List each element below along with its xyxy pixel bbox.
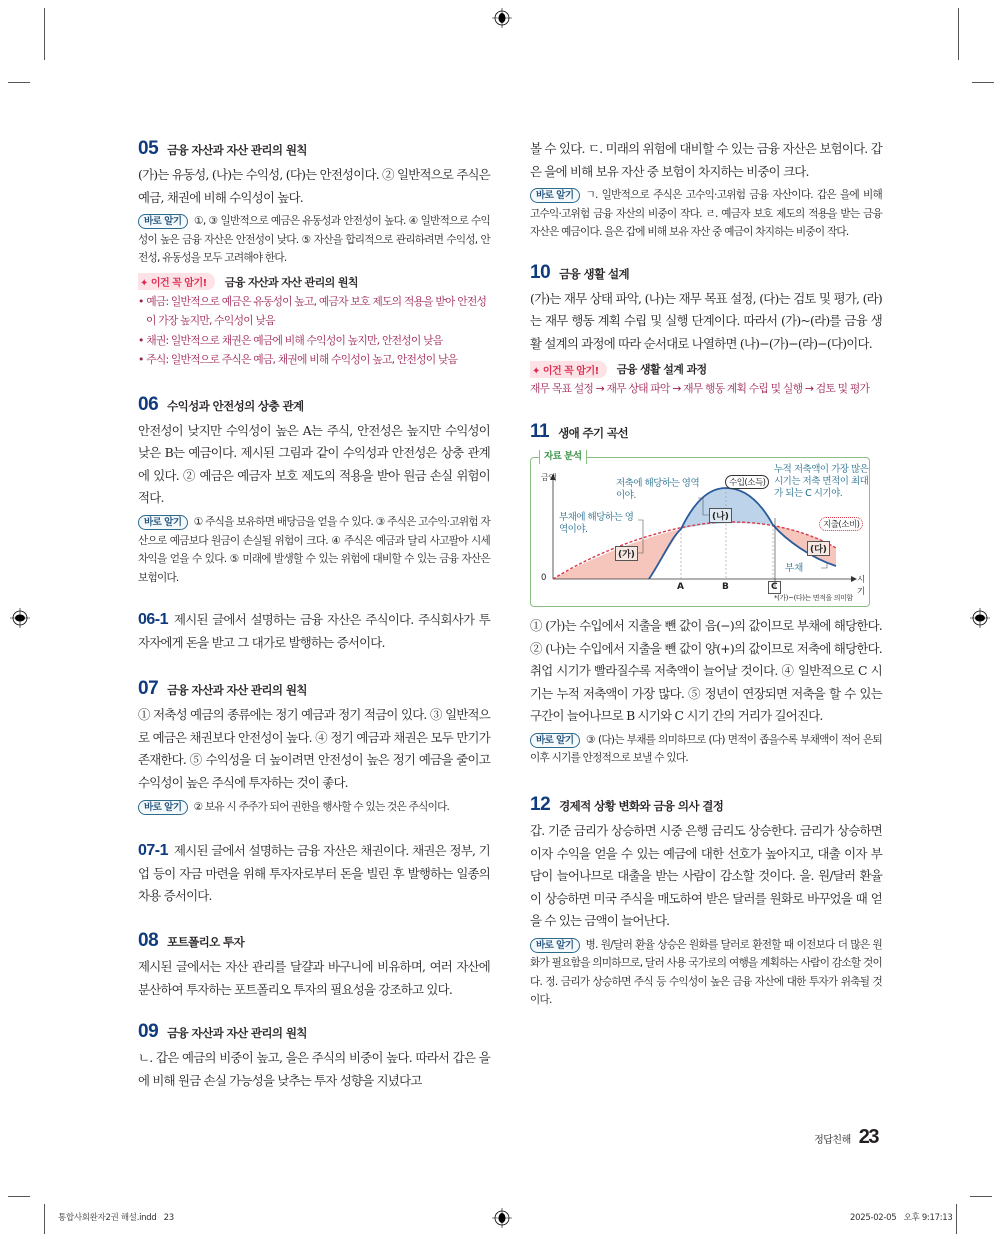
correction-text: ② 보유 시 주주가 되어 권한을 행사할 수 있는 것은 주식이다. [193, 800, 450, 813]
section-number: 11 [530, 420, 550, 442]
memorize-process: 재무 목표 설정 → 재무 상태 파악 → 재무 행동 계획 수립 및 실행 → 검토 및 평가 [530, 382, 870, 396]
section-title: 수익성과 안전성의 상충 관계 [167, 398, 304, 413]
registration-mark-icon [10, 608, 30, 628]
correction-note [138, 212, 490, 268]
debt-label: 부채 [785, 562, 804, 574]
expense-label: 지출(소비) [819, 517, 863, 531]
section-10 [530, 262, 882, 399]
section-11 [530, 421, 882, 768]
slug-timestamp: 2025-02-05 오후 9:17:13 [850, 1213, 953, 1223]
registration-mark-icon [492, 8, 512, 28]
crop-mark [8, 82, 30, 83]
memorize-title: 금융 자산과 자산 관리의 원칙 [224, 275, 358, 289]
section-number: 09 [138, 1021, 159, 1043]
memorize-box [138, 272, 490, 292]
callout-savings: 저축에 해당하는 영역이야. [616, 477, 700, 501]
left-column [138, 138, 490, 1092]
memorize-tag: ✦ 이건 꼭 암기! [530, 361, 607, 378]
section-title: 금융 자산과 자산 관리의 원칙 [167, 143, 307, 157]
section-number: 08 [138, 929, 159, 951]
section-title: 금융 생활 설계 [559, 266, 630, 281]
crop-mark [956, 1204, 957, 1234]
data-analysis-label: 자료 분석 [539, 450, 587, 464]
correction-text: ①, ③ 일반적으로 예금은 유동성과 안전성이 높다. ④ 일반적으로 수익성이 높은 금융 자산은 안전성이 낮다. ⑤ 자산을 합리적으로 관리하려면 수익성, 안전성, 유동성을 모두 고려해야 한다. [138, 215, 490, 265]
section-number: 07-1 [138, 842, 169, 860]
correction-text: ① 주식을 보유하면 배당금을 얻을 수 있다. ③ 주식은 고수익·고위험 자산으로 예금보다 원금이 손실될 위험이 크다. ④ 주식은 예금과 달리 사고팔아 시세 차익을 얻을 수 있다. ⑤ 미래에 발생할 수 있는 위험에 대비할 수 있는 금융 자산은 보험이다. [138, 516, 490, 584]
section-number: 10 [530, 261, 551, 283]
section-07 [138, 678, 490, 816]
memorize-item: • 주식: 일반적으로 주식은 예금, 채권에 비해 수익성이 높고, 안전성이 낮음 [138, 350, 490, 370]
section-number: 05 [138, 138, 159, 159]
section-number: 07 [138, 678, 159, 700]
section-number: 06-1 [138, 611, 169, 629]
callout-max-savings: 누적 저축액이 가장 많은 시기는 저축 면적이 최대가 되는 C 시기야. [774, 463, 869, 499]
page-footer [814, 1126, 878, 1149]
correction-badge: 바로 알기 [138, 214, 188, 229]
answer-text: ㄴ. 갑은 예금의 비중이 높고, 을은 주식의 비중이 높다. 따라서 갑은 을에 비해 원금 손실 가능성을 낮추는 투자 성향을 지녔다고 [138, 1050, 490, 1088]
correction-text: ③ (다)는 부채를 의미하므로 (다) 면적이 좁을수록 부채액이 적어 은퇴 이후 시기를 안정적으로 보낼 수 있다. [530, 733, 882, 765]
correction-badge: 바로 알기 [530, 188, 580, 203]
answer-text: 제시된 글에서 설명하는 금융 자산은 주식이다. 주식회사가 투자자에게 돈을 받고 그 대가로 발행하는 증서이다. [138, 612, 490, 650]
answer-text: 볼 수 있다. ㄷ. 미래의 위험에 대비할 수 있는 금융 자산은 보험이다. 갑은 을에 비해 보유 자산 중 보험이 차지하는 비중이 크다. [530, 141, 882, 179]
memorize-item: • 예금: 일반적으로 예금은 유동성이 높고, 예금자 보호 제도의 적용을 받아 안전성이 가장 높지만, 수익성이 낮음 [138, 292, 490, 331]
tick-label-a: A [677, 581, 684, 592]
section-06-1 [138, 609, 490, 654]
tick-label-c: C [768, 581, 781, 594]
section-title: 금융 자산과 자산 관리의 원칙 [167, 683, 307, 698]
section-number: 12 [530, 793, 551, 815]
crop-mark [44, 8, 45, 60]
chart-footnote: *(가)~(다)는 면적을 의미함 [774, 593, 853, 602]
correction-text: ㄱ. 일반적으로 주식은 고수익·고위험 금융 자산이다. 갑은 을에 비해 고수익·고위험 금융 자산의 비중이 작다. ㄹ. 예금자 보호 제도의 적용을 받는 금융 자산은 예금이다. 을은 갑에 비해 보유 자산 중 예금이 차지하는 비중이 작다. [530, 189, 882, 239]
answer-text: (가)는 재무 상태 파악, (나)는 재무 목표 설정, (다)는 검토 및 평가, (라)는 재무 행동 계획 수립 및 실행 단계이다. 따라서 (가)~(라)를 금융 생활 설계의 과정에 따라 순서대로 나열하면 (나)−(가)−(라)−(다)이다. [530, 290, 882, 351]
correction-note [530, 186, 882, 242]
section-title: 경제적 상황 변화와 금융 의사 결정 [559, 798, 724, 813]
book-section-label: 정답친해 [814, 1135, 851, 1146]
answer-text: ① (가)는 수입에서 지출을 뺀 값이 음(−)의 값이므로 부채에 해당한다. ② (나)는 수입에서 지출을 뺀 값이 양(+)의 값이므로 저축에 해당한다. 취업 시기가 빨라질수록 저축액이 늘어날 것이다. ④ 일반적으로 C 시기는 누적 저축액이 가장 많다. ⑤ 정년이 연장되면 저축을 할 수 있는 구간이 늘어나므로 B 시기와 C 시기 간의 거리가 길어진다. [530, 617, 882, 724]
correction-note [138, 513, 490, 587]
page-number: 23 [858, 1126, 878, 1148]
income-label: 수입(소득) [725, 475, 769, 489]
area-ga-label: (가) [615, 546, 638, 561]
correction-badge: 바로 알기 [138, 515, 188, 530]
registration-mark-icon [970, 608, 990, 628]
crop-mark [972, 82, 994, 83]
area-da-label: (다) [807, 541, 830, 556]
right-column [530, 138, 882, 1010]
area-na-label: (나) [709, 508, 732, 523]
section-title: 포트폴리오 투자 [167, 934, 245, 949]
correction-note [138, 798, 490, 817]
section-05 [138, 138, 490, 370]
section-07-1 [138, 840, 490, 908]
section-06 [138, 394, 490, 587]
correction-badge: 바로 알기 [530, 938, 580, 953]
correction-text: 병. 원/달러 환율 상승은 원화를 달러로 환전할 때 이전보다 더 많은 원화가 필요함을 의미하므로, 달러 사용 국가로의 여행을 계획하는 사람이 감소할 것이다. 정. 금리가 상승하면 주식 등 수익성이 높은 금융 자산에 대한 투자가 위축될 것이다. [530, 938, 882, 1007]
correction-note [530, 936, 882, 1010]
section-09 [138, 1021, 490, 1092]
memorize-title: 금융 생활 설계 과정 [616, 363, 707, 377]
section-12 [530, 794, 882, 1010]
memorize-box [530, 359, 882, 379]
section-number: 06 [138, 393, 159, 415]
life-cycle-chart [530, 450, 870, 607]
answer-text: (가)는 유동성, (나)는 수익성, (다)는 안전성이다. ② 일반적으로 주식은 예금, 채권에 비해 수익성이 높다. [138, 167, 490, 205]
answer-text: 제시된 글에서 설명하는 금융 자산은 채권이다. 채권은 정부, 기업 등이 자금 마련을 위해 투자자로부터 돈을 빌린 후 발행하는 일종의 차용 증서이다. [138, 843, 490, 904]
memorize-list [138, 292, 490, 370]
crop-mark [44, 1204, 45, 1234]
slug-filename: 통합사회완자2권 해설.indd 23 [58, 1213, 174, 1223]
memorize-tag: ✦ 이건 꼭 암기! [138, 273, 215, 290]
answer-text: 제시된 글에서는 자산 관리를 달걀과 바구니에 비유하며, 여러 자산에 분산하여 투자하는 포트폴리오 투자의 필요성을 강조하고 있다. [138, 958, 490, 997]
section-09-continued [530, 138, 882, 242]
crop-mark [970, 1196, 992, 1197]
y-axis-label: 금액 [541, 472, 557, 482]
answer-text: ① 저축성 예금의 종류에는 정기 예금과 정기 적금이 있다. ③ 일반적으로 예금은 채권보다 안전성이 높다. ④ 정기 예금과 채권은 모두 만기가 존재한다. ⑤ 수익성을 더 높이려면 안전성이 높은 정기 예금을 줄이고 수익성이 높은 주식에 투자하는 것이 좋다. [138, 707, 490, 791]
correction-badge: 바로 알기 [138, 800, 188, 815]
origin-label: 0 [541, 572, 547, 583]
crop-mark [8, 1196, 30, 1197]
correction-note [530, 731, 882, 768]
callout-debt: 부채에 해당하는 영역이야. [559, 511, 634, 535]
answer-text: 안전성이 낮지만 수익성이 높은 A는 주식, 안전성은 높지만 수익성이 낮은 B는 예금이다. 제시된 그림과 같이 수익성과 안전성은 상충 관계에 있다. ② 예금은 예금자 보호 제도의 적용을 받아 원금 손실 위험이 적다. [138, 422, 490, 506]
section-title: 생애 주기 곡선 [558, 425, 628, 440]
x-axis-label: 시기 [857, 574, 866, 597]
answer-text: 갑. 기준 금리가 상승하면 시중 은행 금리도 상승한다. 금리가 상승하면 이자 수익을 얻을 수 있는 예금에 대한 선호가 높아지고, 대출 이자 부담이 늘어나므로 대출을 받는 사람이 감소할 것이다. 을. 원/달러 환율이 상승하면 미국 주식을 매도하여 받은 달러를 원화로 바꾸었을 때 얻을 수 있는 금액이 늘어난다. [530, 822, 882, 929]
correction-badge: 바로 알기 [530, 733, 580, 748]
crop-mark [958, 8, 959, 60]
tick-label-b: B [722, 581, 729, 592]
registration-mark-icon [492, 1208, 512, 1228]
section-08 [138, 930, 490, 1001]
section-title: 금융 자산과 자산 관리의 원칙 [167, 1026, 307, 1041]
memorize-item: • 채권: 일반적으로 채권은 예금에 비해 수익성이 높지만, 안전성이 낮음 [138, 331, 490, 351]
